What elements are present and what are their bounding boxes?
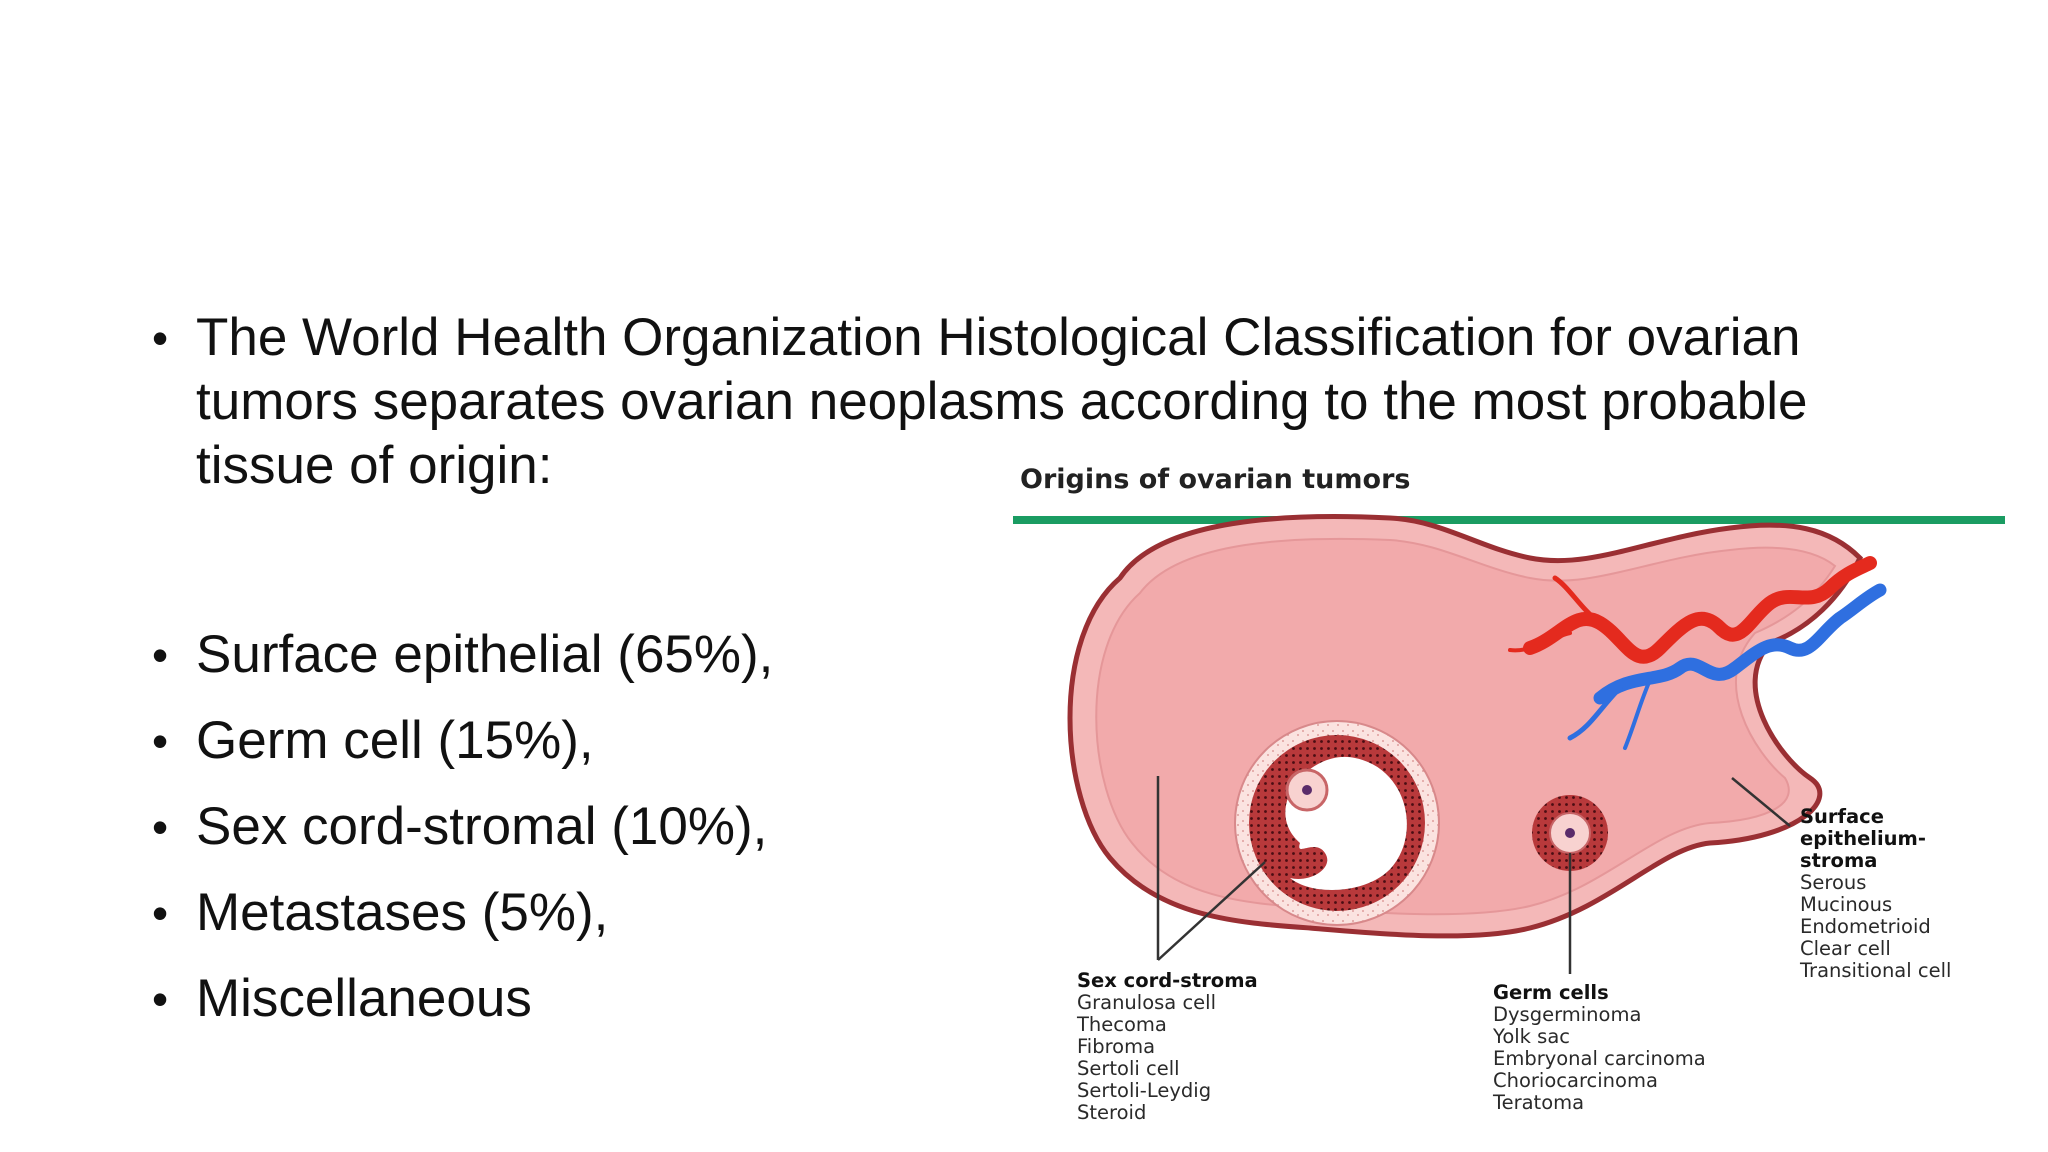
sex-cord-stroma-item: Sertoli-Leydig xyxy=(1077,1079,1212,1102)
germ-cells-title: Germ cells xyxy=(1493,981,1609,1004)
intro-bullet: • The World Health Organization Histological Classification for ovarian tumors separates ovarian neoplasms according to the most probable tissue of origin: xyxy=(152,306,1892,498)
label-sex-cord-stroma xyxy=(1077,970,1258,1124)
tumor-category-list xyxy=(152,612,972,1042)
germ-cells-item: Embryonal carcinoma xyxy=(1493,1047,1706,1070)
sex-cord-stroma-item: Thecoma xyxy=(1077,1013,1167,1036)
surface-epithelium-title-line: stroma xyxy=(1800,849,1878,872)
surface-epithelium-title-line: epithelium- xyxy=(1800,827,1926,850)
label-germ-cells xyxy=(1493,982,1706,1114)
sex-cord-stroma-item: Sertoli cell xyxy=(1077,1057,1180,1080)
sex-cord-stroma-title: Sex cord-stroma xyxy=(1077,969,1258,992)
germ-cells-item: Yolk sac xyxy=(1493,1025,1570,1048)
category-metastases: • Metastases (5%), xyxy=(152,870,972,956)
ovarian-tumor-origins-figure xyxy=(1010,458,2010,1138)
surface-epithelium-item: Transitional cell xyxy=(1800,959,1952,982)
category-germ-cell: • Germ cell (15%), xyxy=(152,698,972,784)
sex-cord-stroma-item: Granulosa cell xyxy=(1077,991,1217,1014)
ovary-cortex xyxy=(1096,539,1835,914)
surface-epithelium-item: Serous xyxy=(1800,871,1867,894)
category-sex-cord-stromal: • Sex cord-stromal (10%), xyxy=(152,784,972,870)
surface-epithelium-item: Mucinous xyxy=(1800,893,1893,916)
germ-cells-item: Dysgerminoma xyxy=(1493,1003,1642,1026)
category-miscellaneous: • Miscellaneous xyxy=(152,956,972,1042)
surface-epithelium-title-line: Surface xyxy=(1800,805,1884,828)
germ-cells-item: Teratoma xyxy=(1493,1091,1585,1114)
small-follicle-nucleus xyxy=(1565,828,1575,838)
label-surface-epithelium-stroma xyxy=(1800,806,1951,982)
category-surface-epithelial: • Surface epithelial (65%), xyxy=(152,612,972,698)
surface-epithelium-item: Endometrioid xyxy=(1800,915,1931,938)
sex-cord-stroma-item: Fibroma xyxy=(1077,1035,1156,1058)
surface-epithelium-item: Clear cell xyxy=(1800,937,1891,960)
figure-title: Origins of ovarian tumors xyxy=(1020,464,1411,495)
germ-cells-item: Choriocarcinoma xyxy=(1493,1069,1658,1092)
oocyte-nucleus xyxy=(1302,785,1312,795)
sex-cord-stroma-item: Steroid xyxy=(1077,1101,1147,1124)
